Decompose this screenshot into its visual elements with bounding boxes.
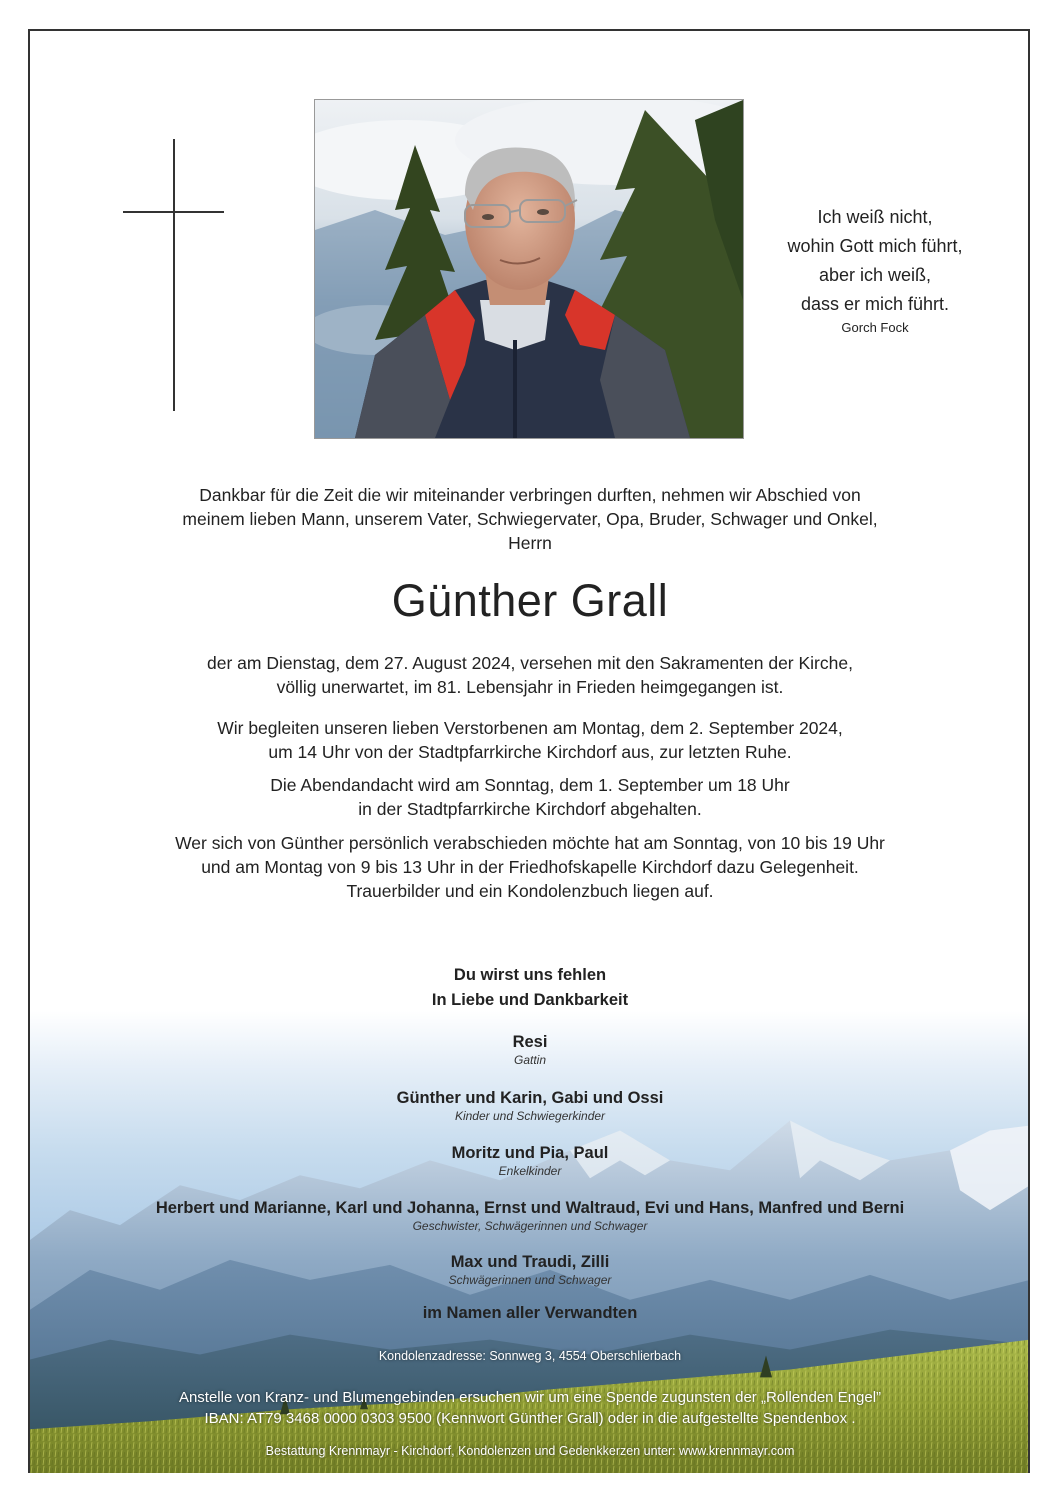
closing-line: In Liebe und Dankbarkeit <box>431 991 629 1009</box>
closing-line: Du wirst uns fehlen <box>453 966 607 984</box>
family-role: Schwägerinnen und Schwager <box>448 1273 612 1287</box>
family-names: Resi <box>512 1033 548 1051</box>
quote-line: wohin Gott mich führt, <box>787 236 963 256</box>
latin-cross-icon <box>173 139 175 411</box>
condolence-address: Kondolenzadresse: Sonnweg 3, 4554 Oberschlierbach <box>378 1349 682 1363</box>
donation-line: IBAN: AT79 3468 0000 0303 9500 (Kennwort Günther Grall) oder in die aufgestellte Spendenbox . <box>204 1410 856 1427</box>
family-names: Herbert und Marianne, Karl und Johanna, Ernst und Waltraud, Evi und Hans, Manfred und Berni <box>155 1199 905 1217</box>
family-entry <box>30 1197 1030 1234</box>
family-role: Enkelkinder <box>498 1164 562 1178</box>
family-entry <box>30 1142 1030 1179</box>
relatives-text: im Namen aller Verwandten <box>422 1304 638 1322</box>
paragraph-line: in der Stadtpfarrkirche Kirchdorf abgehalten. <box>358 799 702 819</box>
paragraph-line: völlig unerwartet, im 81. Lebensjahr in Frieden heimgegangen ist. <box>276 677 784 697</box>
quote-line: dass er mich führt. <box>800 294 950 314</box>
funeral-home-footer: Bestattung Krennmayr - Kirchdorf, Kondolenzen und Gedenkkerzen unter: www.krennmayr.com <box>265 1444 795 1458</box>
donation-note <box>30 1387 1030 1429</box>
relatives-line <box>30 1302 1030 1324</box>
family-names: Max und Traudi, Zilli <box>450 1253 610 1271</box>
intro-line: Dankbar für die Zeit die wir miteinander verbringen durften, nehmen wir Abschied von <box>199 485 861 505</box>
intro-line: Herrn <box>508 533 552 553</box>
viewing-paragraph <box>30 831 1030 903</box>
paragraph-line: der am Dienstag, dem 27. August 2024, versehen mit den Sakramenten der Kirche, <box>207 653 853 673</box>
family-names: Günther und Karin, Gabi und Ossi <box>396 1089 664 1107</box>
paragraph-line: Wer sich von Günther persönlich verabschieden möchte hat am Sonntag, von 10 bis 19 Uhr <box>175 833 885 853</box>
paragraph-line: Die Abendandacht wird am Sonntag, dem 1. September um 18 Uhr <box>270 775 790 795</box>
funeral-paragraph <box>30 716 1030 764</box>
donation-line: Anstelle von Kranz- und Blumengebinden ersuchen wir um eine Spende zugunsten der „Rollenden Engel” <box>178 1389 882 1406</box>
family-entry <box>30 1251 1030 1288</box>
quote-line: Ich weiß nicht, <box>817 207 933 227</box>
evening-prayer-paragraph <box>30 773 1030 821</box>
paragraph-line: Trauerbilder und ein Kondolenzbuch liegen auf. <box>346 881 714 901</box>
quote-block <box>770 203 980 337</box>
deceased-name: Günther Grall <box>391 575 669 626</box>
death-details-paragraph <box>30 651 1030 699</box>
family-names: Moritz und Pia, Paul <box>451 1144 609 1162</box>
family-role: Gattin <box>513 1053 546 1067</box>
latin-cross-icon-crossbar <box>123 211 224 213</box>
family-role: Kinder und Schwiegerkinder <box>454 1109 606 1123</box>
quote-line: aber ich weiß, <box>818 265 932 285</box>
family-role: Geschwister, Schwägerinnen und Schwager <box>412 1219 648 1233</box>
paragraph-line: Wir begleiten unseren lieben Verstorbenen am Montag, dem 2. September 2024, <box>217 718 843 738</box>
closing-text <box>30 963 1030 1013</box>
intro-text <box>30 483 1030 555</box>
notice-frame <box>28 29 1030 1473</box>
paragraph-line: um 14 Uhr von der Stadtpfarrkirche Kirchdorf aus, zur letzten Ruhe. <box>268 742 792 762</box>
paragraph-line: und am Montag von 9 bis 13 Uhr in der Friedhofskapelle Kirchdorf dazu Gelegenheit. <box>201 857 859 877</box>
family-entry <box>30 1031 1030 1068</box>
portrait-photo <box>314 99 744 439</box>
quote-author: Gorch Fock <box>841 320 909 335</box>
intro-line: meinem lieben Mann, unserem Vater, Schwiegervater, Opa, Bruder, Schwager und Onkel, <box>182 509 878 529</box>
family-entry <box>30 1087 1030 1124</box>
